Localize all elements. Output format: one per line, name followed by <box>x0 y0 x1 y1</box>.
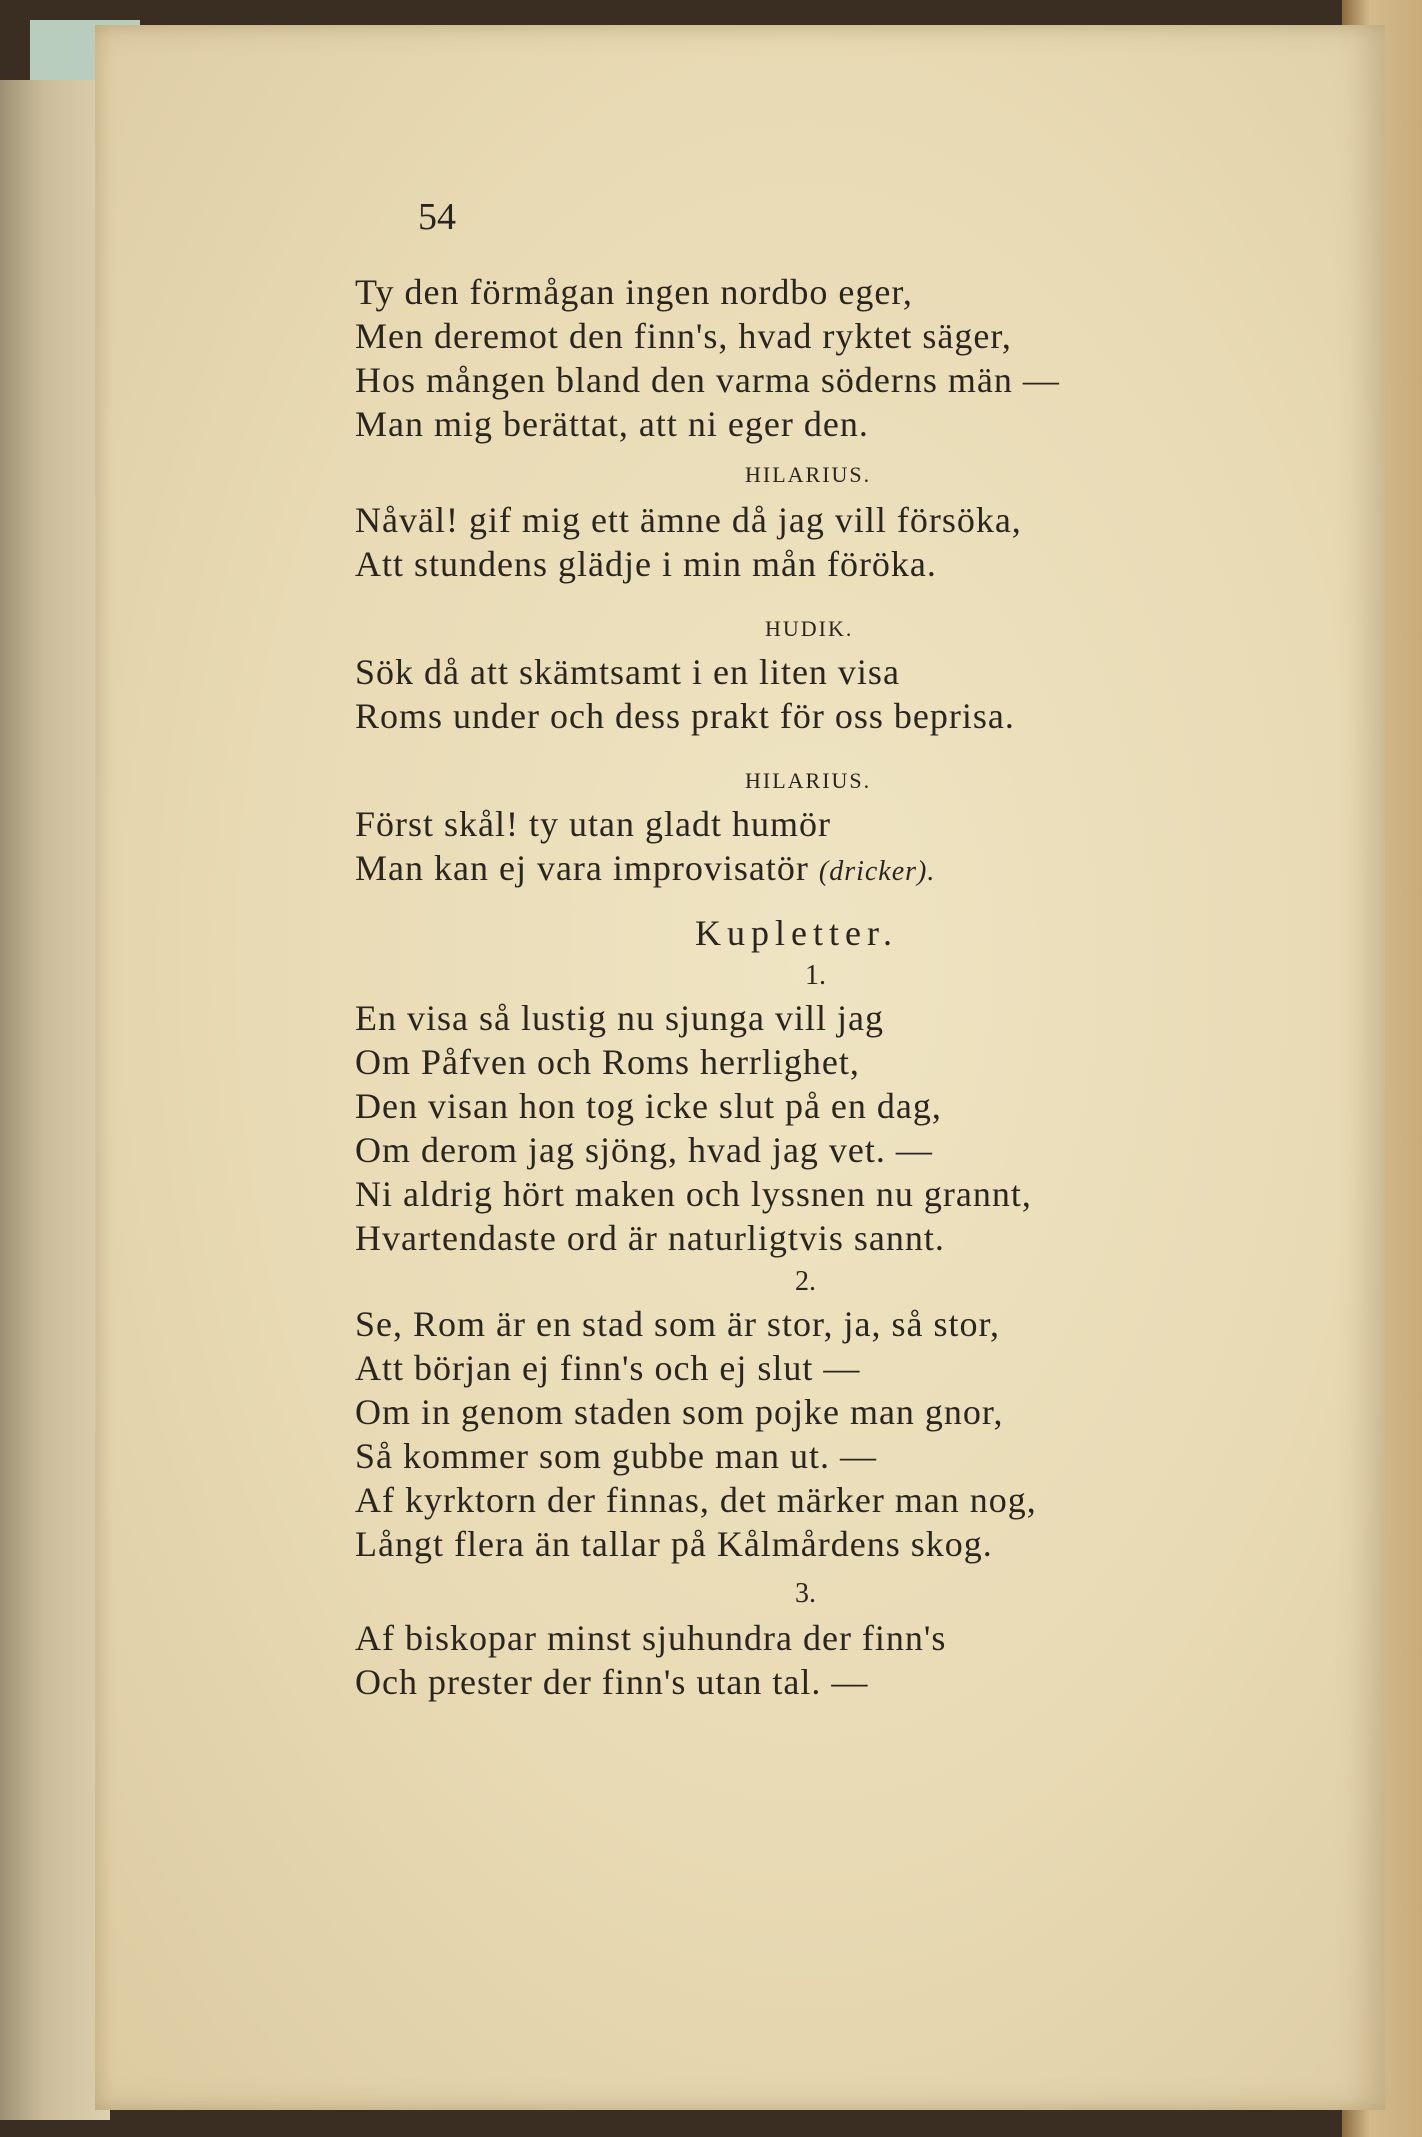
text-line: Att början ej finn's och ej slut — <box>355 1348 861 1388</box>
verse-3 <box>355 1616 946 1704</box>
verse-number: 1. <box>805 960 826 991</box>
text-line: Ni aldrig hört maken och lyssnen nu grannt, <box>355 1174 1032 1214</box>
text-line: Hvartendaste ord är naturligtvis sannt. <box>355 1218 945 1258</box>
text-line: Se, Rom är en stad som är stor, ja, så stor, <box>355 1304 1001 1344</box>
text-line: En visa så lustig nu sjunga vill jag <box>355 998 884 1038</box>
hilarius-speech-1 <box>355 498 1022 586</box>
verse-1 <box>355 996 1032 1260</box>
text-line: Om derom jag sjöng, hvad jag vet. — <box>355 1130 933 1170</box>
text-line: Nåväl! gif mig ett ämne då jag vill försöka, <box>355 500 1022 540</box>
text-line: Roms under och dess prakt för oss beprisa. <box>355 696 1015 736</box>
text-line: Man mig berättat, att ni eger den. <box>355 404 869 444</box>
text-line: Den visan hon tog icke slut på en dag, <box>355 1086 942 1126</box>
text-line: Först skål! ty utan gladt humör <box>355 804 831 844</box>
stage-direction: (dricker). <box>818 856 936 887</box>
text-line: Men deremot den finn's, hvad ryktet säger, <box>355 316 1012 356</box>
text-line <box>355 846 935 894</box>
text-line: Om Påfven och Roms herrlighet, <box>355 1042 860 1082</box>
text-line: Och prester der finn's utan tal. — <box>355 1662 869 1702</box>
verse-number: 3. <box>795 1578 816 1609</box>
hilarius-speech-2 <box>355 802 935 894</box>
text-line: Sök då att skämtsamt i en liten visa <box>355 652 900 692</box>
verse-2 <box>355 1302 1037 1566</box>
text-line: Så kommer som gubbe man ut. — <box>355 1436 877 1476</box>
speaker-name: HILARIUS. <box>745 462 872 487</box>
text-line: Om in genom staden som pojke man gnor, <box>355 1392 1004 1432</box>
speaker-name: HILARIUS. <box>745 768 872 793</box>
text-line: Af biskopar minst sjuhundra der finn's <box>355 1618 947 1658</box>
speaker-name: HUDIK. <box>765 616 854 641</box>
text-line: Hos mången bland den varma söderns män — <box>355 360 1060 400</box>
page-number: 54 <box>418 196 456 238</box>
stanza-intro <box>355 270 1060 446</box>
verse-number: 2. <box>795 1266 816 1297</box>
hudik-speech <box>355 650 1015 738</box>
text-line: Af kyrktorn der finnas, det märker man nog, <box>355 1480 1037 1520</box>
text-line: Ty den förmågan ingen nordbo eger, <box>355 272 913 312</box>
page-stack-edge <box>0 80 110 2120</box>
section-heading: Kupletter. <box>695 913 898 953</box>
text-fragment: Man kan ej vara improvisatör <box>355 848 809 888</box>
text-line: Att stundens glädje i min mån föröka. <box>355 544 937 584</box>
text-line: Långt flera än tallar på Kålmårdens skog. <box>355 1524 993 1564</box>
